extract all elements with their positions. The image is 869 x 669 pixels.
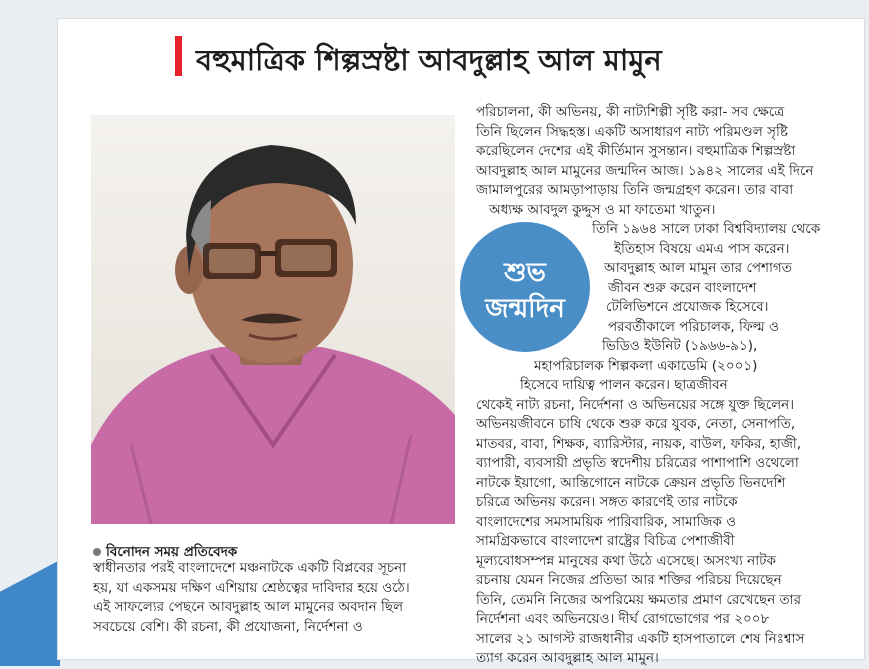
text-line: করেছিলেন দেশের এই কীর্তিমান সুসন্তান। বহুমাত্রিক শিল্পস্রষ্টা (476, 143, 796, 159)
text-line: হিসেবে দায়িত্ব পালন করেন। ছাত্রজীবন (520, 377, 728, 393)
byline-text: বিনোদন সময় প্রতিবেদক (106, 544, 238, 560)
text-line-last: ত্যাগ করেন আবদুল্লাহ আল মামুন। (476, 650, 659, 666)
text-line: জীবন শুরু করেন বাংলাদেশ (608, 280, 757, 296)
text-line: তিনি, তেমনি নিজের অপরিমেয় ক্ষমতার প্রমাণ রেখেছেন তার (476, 592, 802, 608)
birthday-badge (460, 222, 590, 352)
text-line: বাংলাদেশের সমসাময়িক পারিবারিক, সামাজিক ও (476, 514, 737, 530)
text-line: ব্যাপারী, ব্যবসায়ী প্রভৃতি স্বদেশীয় চরিত্রের পাশাপাশি ওথেলো (476, 455, 799, 471)
portrait-illustration (91, 115, 455, 524)
text-line: মহাপরিচালক শিল্পকলা একাডেমি (২০০১) (534, 358, 758, 374)
text-line: তিনি ১৯৬৪ সালে ঢাকা বিশ্ববিদ্যালয় থেকে (592, 221, 821, 237)
text-line: আবদুল্লাহ আল মামুন তার পেশাগত (604, 260, 792, 276)
text-line: চরিত্রে অভিনয় করেন। সঙ্গত কারণেই তার নাটকে (476, 494, 738, 510)
badge-line-1: শুভ (504, 258, 546, 288)
text-line: থেকেই নাট্য রচনা, নির্দেশনা ও অভিনয়ের সঙ্গে যুক্ত ছিলেন। (476, 397, 795, 413)
text-line: সবচেয়ে বেশি। কী রচনা, কী প্রযোজনা, নির্দেশনা ও (93, 619, 363, 635)
text-line: রচনায় যেমন নিজের প্রতিভা আর শক্তির পরিচয় দিয়েছেন (476, 572, 782, 588)
decorative-corner (0, 560, 60, 666)
text-line: সালের ২১ আগস্ট রাজধানীর একটি হাসপাতালে শেষ নিঃশ্বাস (476, 631, 805, 647)
text-line: স্বাধীনতার পরই বাংলাদেশে মঞ্চনাটকে একটি বিপ্লবের সূচনা (93, 560, 407, 576)
text-line: হয়, যা একসময় দক্ষিণ এশিয়ায় শ্রেষ্ঠত্বের দাবিদার হয়ে ওঠে। (93, 580, 410, 596)
bullet-icon (93, 548, 101, 556)
text-line: এই সাফল্যের পেছনে আবদুল্লাহ আল মামুনের অবদান ছিল (93, 599, 404, 615)
text-line: নাটকে ইয়াগো, আন্তিগোনে নাটকে ক্রেয়ন প্রভৃতি ভিনদেশি (476, 475, 786, 491)
text-line: ভিডিও ইউনিট (১৯৬৬-৯১), (602, 338, 758, 354)
text-line: নির্দেশনা এবং অভিনয়েও। দীর্ঘ রোগভোগের পর ২০০৮ (476, 611, 770, 627)
text-line: সামগ্রিকভাবে বাংলাদেশ রাষ্ট্রের বিচিত্র পেশাজীবী (476, 533, 735, 549)
headline-accent-bar (175, 36, 182, 76)
headline-block (118, 36, 798, 80)
text-line: তিনি ছিলেন সিদ্ধহস্ত। একটি অসাধারণ নাট্য পরিমণ্ডল সৃষ্টি (476, 124, 788, 140)
badge-line-2: জন্মদিন (485, 294, 565, 324)
text-line: ইতিহাস বিষয়ে এমএ পাস করেন। (614, 241, 790, 257)
text-line: অধ্যক্ষ আবদুল কুদ্দুস ও মা ফাতেমা খাতুন। (489, 202, 716, 218)
text-line: আবদুল্লাহ আল মামুনের জন্মদিন আজ। ১৯৪২ সালের এই দিনে (476, 163, 814, 179)
text-line: অভিনয়জীবনে চাষি থেকে শুরু করে যুবক, নেতা, সেনাপতি, (476, 416, 796, 432)
text-line: পরিচালনা, কী অভিনয়, কী নাট্যশিল্পী সৃষ্টি করা- সব ক্ষেত্রে (476, 104, 785, 120)
text-line: মাতবর, বাবা, শিক্ষক, ব্যারিস্টার, নায়ক, বাউল, ফকির, হাজী, (476, 436, 802, 452)
text-line: মূল্যবোধসম্পন্ন মানুষের কথা উঠে এসেছে। অসংখ্য নাটক (476, 553, 776, 569)
text-line: পরবর্তীকালে পরিচালক, ফিল্ম ও (608, 319, 779, 335)
text-line: টেলিভিশনে প্রযোজক হিসেবে। (606, 299, 769, 315)
text-line: জামালপুরের আমড়াপাড়ায় তিনি জন্মগ্রহণ করেন। তার বাবা (476, 182, 794, 198)
portrait-photo (91, 115, 455, 524)
headline-title: বহুমাত্রিক শিল্পস্রষ্টা আবদুল্লাহ আল মামুন (196, 43, 662, 77)
